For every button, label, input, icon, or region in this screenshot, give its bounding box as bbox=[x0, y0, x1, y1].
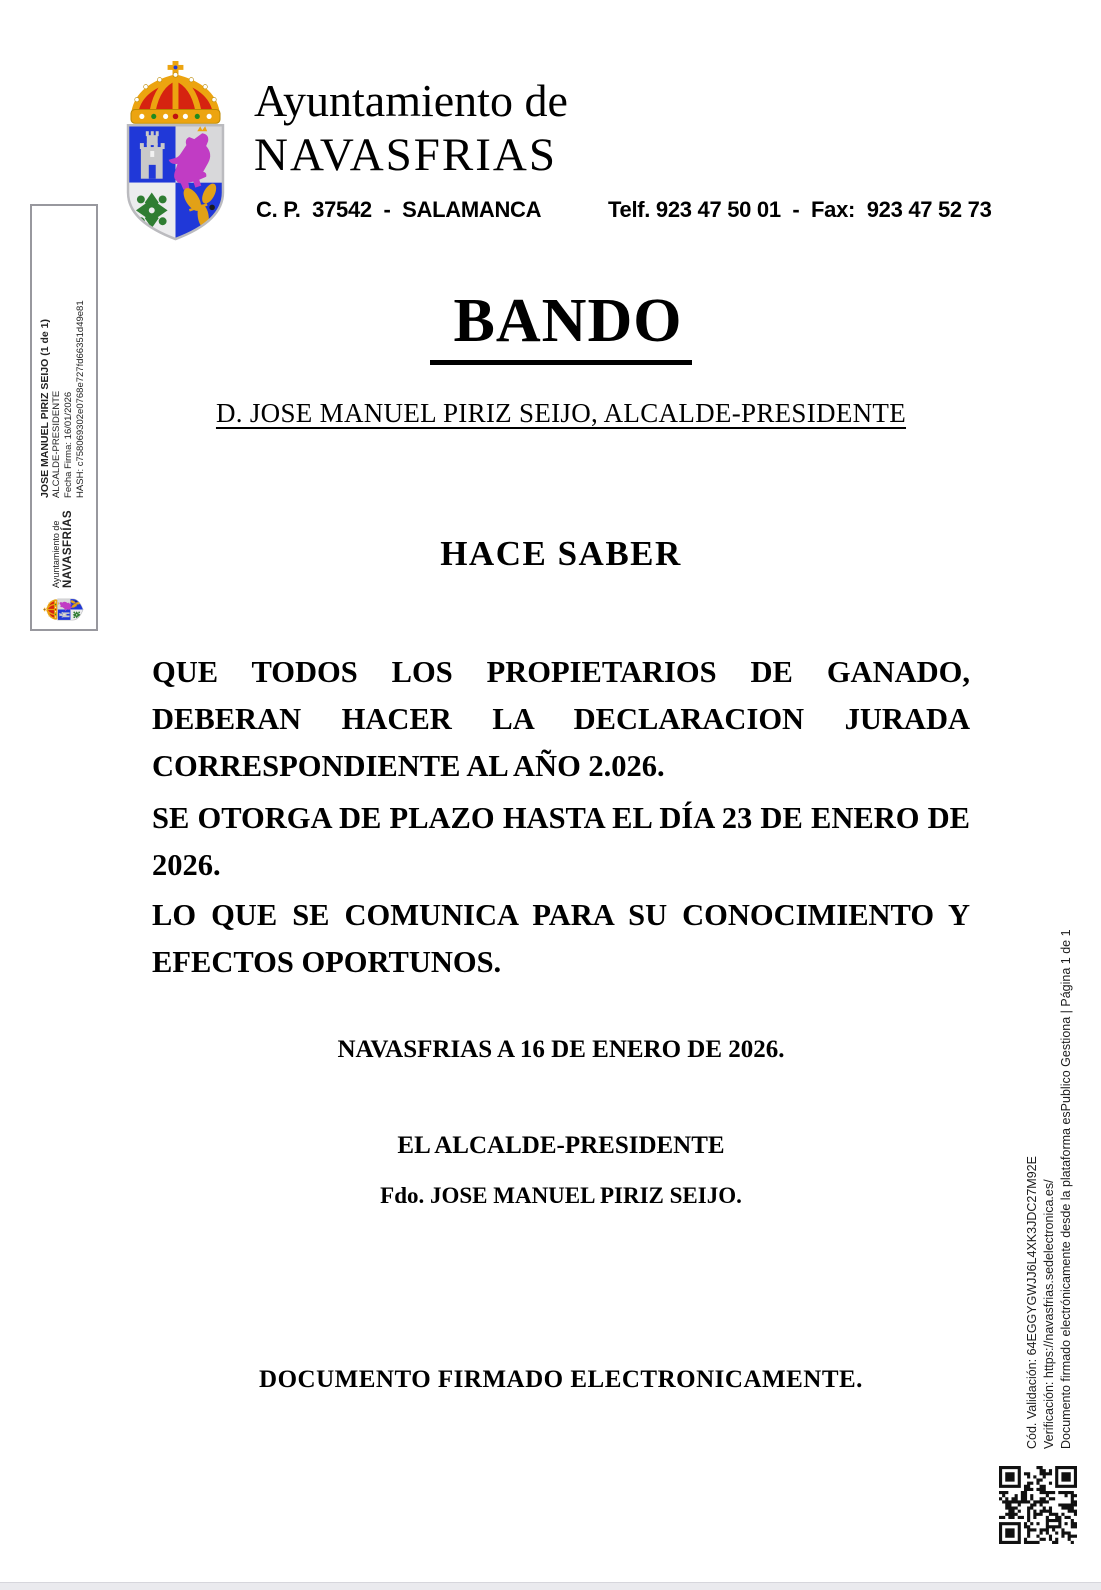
verification-url: Verificación: https://navasfrias.sedelectronica.es/ bbox=[1042, 1179, 1056, 1449]
paragraph-1-line: DEBERAN HACER LA DECLARACION JURADA bbox=[152, 702, 970, 736]
qr-code-icon bbox=[999, 1466, 1077, 1544]
platform-note: Documento firmado electrónicamente desde la plataforma esPublico Gestiona | Página 1 de 1 bbox=[1059, 929, 1073, 1449]
stamp-signer-details bbox=[39, 300, 87, 498]
paragraph-3-line: LO QUE SE COMUNICA PARA SU CONOCIMIENTO Y bbox=[152, 898, 970, 932]
postal-address: C. P. 37542 - SALAMANCA bbox=[256, 197, 542, 222]
signer-name: Fdo. JOSE MANUEL PIRIZ SEIJO. bbox=[380, 1183, 742, 1208]
paragraph-2-line: 2026. bbox=[152, 848, 221, 882]
validation-code: Cód. Validación: 64EGGYGWJJ6L4XK3JDC27M92E bbox=[1025, 1156, 1039, 1449]
signer-title: EL ALCALDE-PRESIDENTE bbox=[397, 1132, 725, 1159]
paragraph-1-line: CORRESPONDIENTE AL AÑO 2.026. bbox=[152, 749, 665, 783]
validation-footer bbox=[1024, 929, 1078, 1449]
stamp-org bbox=[51, 510, 75, 588]
navasfrias-coat-of-arms-icon bbox=[116, 60, 235, 243]
org-name-line2: NAVASFRIAS bbox=[254, 129, 558, 181]
electronic-signature-note: DOCUMENTO FIRMADO ELECTRONICAMENTE. bbox=[259, 1366, 863, 1393]
stamp-org-line1: Ayuntamiento de bbox=[51, 520, 61, 588]
stamp-hash: HASH: c758069302e0768e727fd66351d49e81 bbox=[75, 300, 86, 498]
paragraph-3-line: EFECTOS OPORTUNOS. bbox=[152, 945, 502, 979]
mini-coat-of-arms-icon bbox=[43, 596, 84, 623]
document-title-wrap bbox=[152, 286, 970, 365]
stamp-signer-name: JOSE MANUEL PIRIZ SEIJO (1 de 1) bbox=[39, 319, 51, 498]
hace-saber-heading: HACE SABER bbox=[440, 534, 682, 573]
stamp-org-line2: NAVASFRÍAS bbox=[62, 509, 74, 588]
date-line: NAVASFRIAS A 16 DE ENERO DE 2026. bbox=[337, 1036, 785, 1063]
org-name-line1: Ayuntamiento de bbox=[254, 75, 568, 126]
document-subtitle: D. JOSE MANUEL PIRIZ SEIJO, ALCALDE-PRESIDENTE bbox=[215, 398, 907, 428]
stamp-signer-role: ALCALDE-PRESIDENTE bbox=[51, 390, 62, 498]
paragraph-2-line: SE OTORGA DE PLAZO HASTA EL DÍA 23 DE ENERO DE bbox=[152, 801, 970, 835]
signature-stamp-content bbox=[32, 206, 94, 627]
document-title: BANDO bbox=[430, 286, 693, 365]
viewer-bottom-strip bbox=[0, 1582, 1101, 1590]
stamp-sign-date: Fecha Firma: 16/01/2026 bbox=[63, 391, 74, 498]
phone-fax: Telf. 923 47 50 01 - Fax: 923 47 52 73 bbox=[608, 197, 992, 222]
paragraph-2 bbox=[152, 795, 970, 889]
paragraph-3 bbox=[152, 892, 970, 986]
paragraph-1 bbox=[152, 649, 970, 790]
org-name bbox=[254, 74, 568, 182]
paragraph-1-line: QUE TODOS LOS PROPIETARIOS DE GANADO, bbox=[152, 655, 970, 689]
signature-stamp bbox=[30, 204, 98, 631]
